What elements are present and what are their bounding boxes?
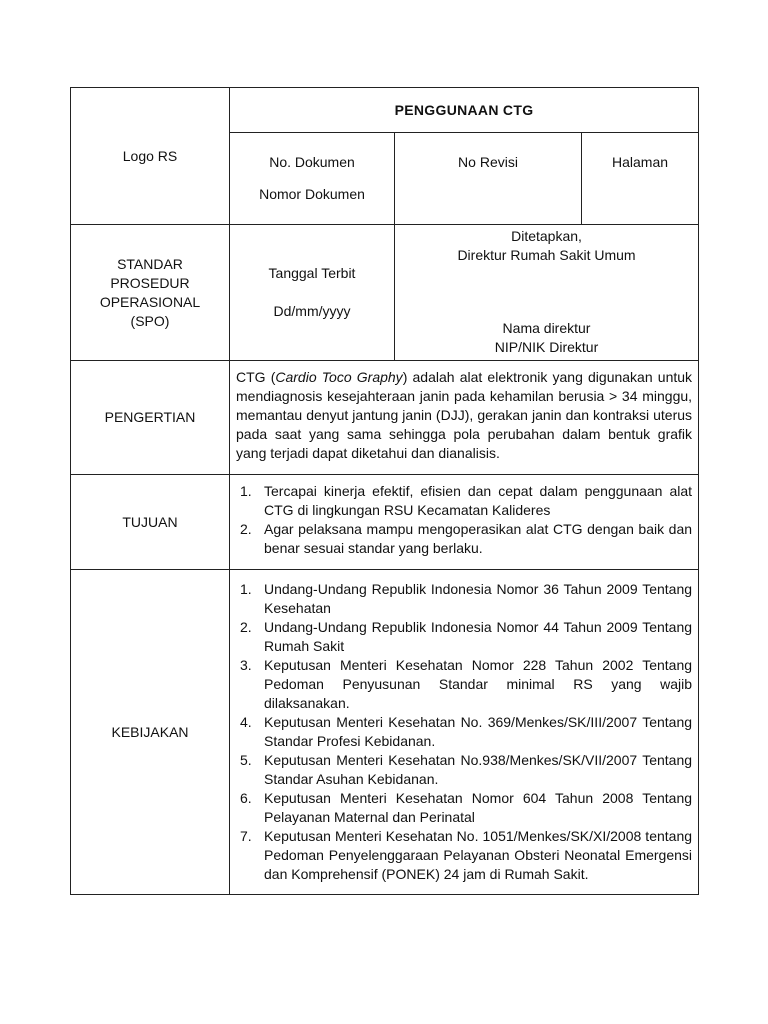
- kebijakan-label-cell: [71, 570, 230, 895]
- approval-label: Ditetapkan,: [511, 228, 582, 244]
- spo-label-line: STANDAR: [117, 255, 183, 272]
- list-item: [236, 656, 692, 713]
- kebijakan-label: KEBIJAKAN: [111, 723, 189, 740]
- list-number: 5.: [240, 752, 252, 768]
- approval-cell: [395, 225, 699, 361]
- page-cell: [582, 133, 699, 225]
- list-item: [236, 713, 692, 751]
- tujuan-content-cell: [230, 475, 699, 570]
- revision-label: No Revisi: [458, 154, 518, 170]
- spo-label-line: (SPO): [130, 312, 170, 329]
- doc-number-value: Nomor Dokumen: [259, 186, 365, 202]
- pengertian-content-cell: [230, 361, 699, 475]
- list-item-text: Keputusan Menteri Kesehatan No.938/Menkes/SK/VII/2007 Tentang Standar Asuhan Kebidanan.: [264, 752, 693, 787]
- pengertian-text-suffix: ) adalah alat elektronik yang digunakan untuk mendiagnosis kesejahteraan janin pada kehamilan berusia > 34 minggu, memantau denyut jantung janin (DJJ), gerakan janin dan kontraksi uterus pada saat yang sama sehingga pola perubahan dalam bentuk grafik yang terjadi dapat diketahui dan dianalisis.: [236, 369, 693, 461]
- pengertian-text-italic: Cardio Toco Graphy: [275, 369, 403, 385]
- list-item-text: Keputusan Menteri Kesehatan No. 1051/Menkes/SK/XI/2008 tentang Pedoman Penyelenggaraan Pelayanan Obsteri Neonatal Emergensi dan Komprehensif (PONEK) 24 jam di Rumah Sakit.: [264, 828, 693, 882]
- spo-label-cell: [71, 225, 230, 361]
- list-item: [236, 751, 692, 789]
- approval-authority: Direktur Rumah Sakit Umum: [457, 247, 636, 263]
- list-number: 3.: [240, 657, 252, 673]
- list-number: 2.: [240, 619, 252, 635]
- document-title: PENGGUNAAN CTG: [394, 101, 534, 118]
- list-number: 6.: [240, 790, 252, 806]
- issue-date-value: Dd/mm/yyyy: [273, 303, 351, 319]
- kebijakan-content-cell: [230, 570, 699, 895]
- tujuan-label: TUJUAN: [122, 513, 178, 530]
- list-item-text: Tercapai kinerja efektif, efisien dan cepat dalam penggunaan alat CTG di lingkungan RSU Kecamatan Kalideres: [264, 483, 693, 518]
- list-number: 7.: [240, 828, 252, 844]
- logo-placeholder-text: Logo RS: [122, 147, 178, 164]
- tujuan-label-cell: [71, 475, 230, 570]
- list-item: [236, 482, 692, 520]
- list-item: [236, 520, 692, 558]
- pengertian-label: PENGERTIAN: [104, 409, 196, 425]
- list-item-text: Agar pelaksana mampu mengoperasikan alat CTG dengan baik dan benar sesuai standar yang berlaku.: [264, 521, 693, 556]
- list-item-text: Keputusan Menteri Kesehatan Nomor 228 Tahun 2002 Tentang Pedoman Penyusunan Standar minimal RS yang wajib dilaksanakan.: [264, 657, 693, 711]
- doc-number-label: No. Dokumen: [269, 154, 355, 170]
- kebijakan-list: [236, 580, 692, 884]
- list-item-text: Keputusan Menteri Kesehatan Nomor 604 Tahun 2008 Tentang Pelayanan Maternal dan Perinatal: [264, 790, 693, 825]
- issue-date-label: Tanggal Terbit: [268, 265, 356, 281]
- revision-cell: [395, 133, 582, 225]
- logo-cell: [71, 88, 230, 225]
- document-title-cell: [230, 88, 699, 133]
- list-number: 1.: [240, 483, 252, 499]
- list-number: 4.: [240, 714, 252, 730]
- tujuan-list: [236, 482, 692, 558]
- issue-date-cell: [230, 225, 395, 361]
- spo-label-line: PROSEDUR: [110, 274, 190, 291]
- list-item: [236, 789, 692, 827]
- list-number: 1.: [240, 581, 252, 597]
- list-item: [236, 580, 692, 618]
- list-item: [236, 827, 692, 884]
- list-item-text: Undang-Undang Republik Indonesia Nomor 44 Tahun 2009 Tentang Rumah Sakit: [264, 619, 693, 654]
- list-item-text: Undang-Undang Republik Indonesia Nomor 36 Tahun 2009 Tentang Kesehatan: [264, 581, 693, 616]
- pengertian-label-cell: [71, 361, 230, 475]
- page-label: Halaman: [612, 154, 669, 170]
- spo-document-table: [70, 87, 699, 895]
- pengertian-text-prefix: CTG (: [236, 369, 276, 385]
- director-name: Nama direktur: [502, 320, 591, 336]
- list-number: 2.: [240, 521, 252, 537]
- doc-number-cell: [230, 133, 395, 225]
- spo-label-line: OPERASIONAL: [99, 293, 201, 310]
- list-item-text: Keputusan Menteri Kesehatan No. 369/Menkes/SK/III/2007 Tentang Standar Profesi Kebidanan.: [264, 714, 693, 749]
- director-id: NIP/NIK Direktur: [494, 339, 599, 355]
- list-item: [236, 618, 692, 656]
